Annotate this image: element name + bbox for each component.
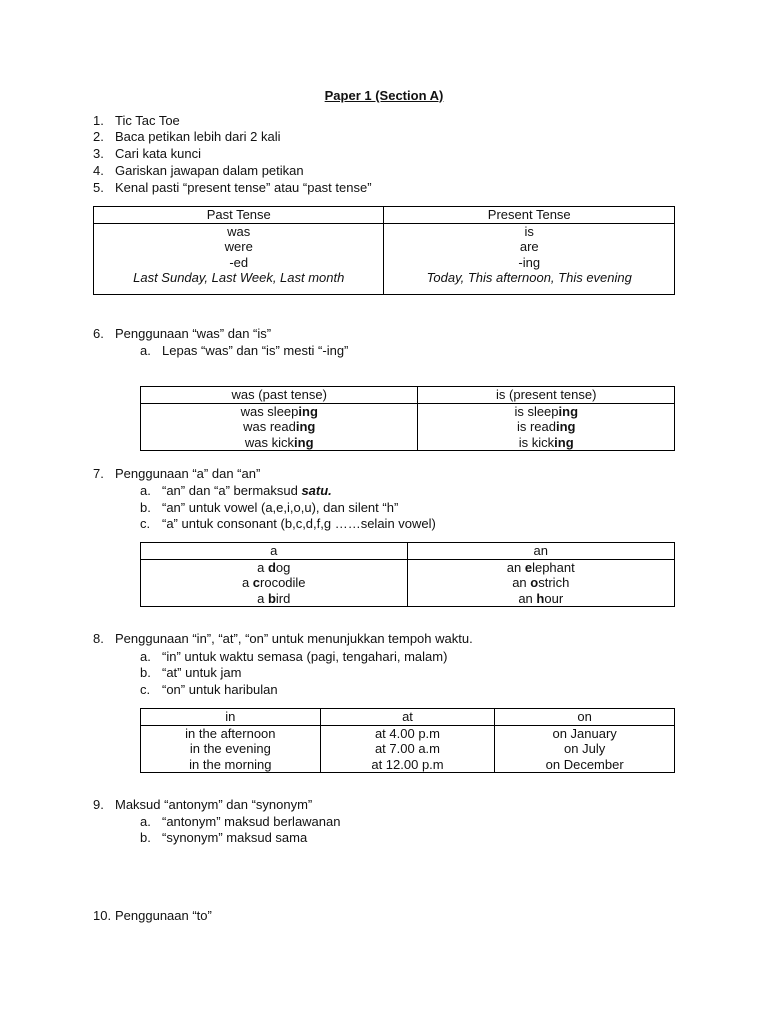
sub-label: a. — [140, 343, 151, 358]
sub-text: “a” untuk consonant (b,c,d,f,g ……selain vowel) — [162, 516, 436, 531]
sub-label: a. — [140, 483, 151, 498]
table-cell: were — [94, 239, 384, 255]
list-text: Gariskan jawapan dalam petikan — [115, 163, 304, 178]
table-header: in — [141, 709, 321, 726]
table-cell: Last Sunday, Last Week, Last month — [94, 270, 384, 295]
sub-text: “synonym” maksud sama — [162, 830, 308, 845]
table-cell: is — [384, 223, 675, 239]
table-cell: on December — [495, 757, 675, 773]
was-is-table — [140, 386, 675, 451]
list-text: Cari kata kunci — [115, 146, 201, 161]
table-cell: on January — [495, 725, 675, 741]
table-cell: at 4.00 p.m — [320, 725, 495, 741]
tense-table — [93, 206, 675, 295]
table-header: Present Tense — [384, 207, 675, 224]
list-text: Maksud “antonym” dan “synonym” — [115, 797, 313, 812]
list-text: Penggunaan “to” — [115, 908, 212, 923]
sub-text: “antonym” maksud berlawanan — [162, 814, 341, 829]
table-cell: in the morning — [141, 757, 321, 773]
a-an-table — [140, 542, 675, 607]
sub-label: a. — [140, 649, 151, 664]
sub-label: a. — [140, 814, 151, 829]
table-cell: was — [94, 223, 384, 239]
table-header: at — [320, 709, 495, 726]
table-header: an — [407, 543, 675, 560]
list-text: Penggunaan “in”, “at”, “on” untuk menunjukkan tempoh waktu. — [115, 631, 473, 646]
list-number: 9. — [93, 797, 104, 812]
table-cell: Today, This afternoon, This evening — [384, 270, 675, 295]
sub-label: b. — [140, 665, 151, 680]
list-number: 7. — [93, 466, 104, 481]
sub-label: b. — [140, 830, 151, 845]
sub-label: c. — [140, 682, 151, 697]
sub-text: Lepas “was” dan “is” mesti “-ing” — [162, 343, 349, 358]
table-cell: was reading — [141, 419, 418, 435]
table-cell: a crocodile — [141, 575, 408, 591]
table-cell: was kicking — [141, 435, 418, 451]
list-text: Tic Tac Toe — [115, 113, 180, 128]
in-at-on-table — [140, 708, 675, 773]
table-cell: at 7.00 a.m — [320, 741, 495, 757]
list-number: 2. — [93, 129, 104, 144]
sub-text: “in” untuk waktu semasa (pagi, tengahari, malam) — [162, 649, 448, 664]
sub-text: “an” untuk vowel (a,e,i,o,u), dan silent “h” — [162, 500, 399, 515]
list-text: Kenal pasti “present tense” atau “past tense” — [115, 180, 372, 195]
list-text: Penggunaan “was” dan “is” — [115, 326, 272, 341]
table-cell: a dog — [141, 559, 408, 575]
sub-label: c. — [140, 516, 151, 531]
list-number: 1. — [93, 113, 104, 128]
list-number: 3. — [93, 146, 104, 161]
table-cell: an ostrich — [407, 575, 675, 591]
table-cell: an elephant — [407, 559, 675, 575]
table-cell: in the evening — [141, 741, 321, 757]
page-title: Paper 1 (Section A) — [324, 88, 444, 103]
list-text: Penggunaan “a” dan “an” — [115, 466, 261, 481]
list-number: 4. — [93, 163, 104, 178]
list-number: 5. — [93, 180, 104, 195]
table-cell: -ed — [94, 255, 384, 271]
table-cell: was sleeping — [141, 403, 418, 419]
table-cell: -ing — [384, 255, 675, 271]
table-cell: in the afternoon — [141, 725, 321, 741]
table-cell: a bird — [141, 591, 408, 607]
list-number: 10. — [93, 908, 112, 923]
table-cell: is sleeping — [418, 403, 675, 419]
table-header: Past Tense — [94, 207, 384, 224]
table-header: is (present tense) — [418, 387, 675, 404]
table-cell: are — [384, 239, 675, 255]
sub-label: b. — [140, 500, 151, 515]
table-cell: on July — [495, 741, 675, 757]
list-number: 6. — [93, 326, 104, 341]
list-number: 8. — [93, 631, 104, 646]
table-cell: is reading — [418, 419, 675, 435]
sub-text: “at” untuk jam — [162, 665, 242, 680]
table-header: was (past tense) — [141, 387, 418, 404]
table-cell: at 12.00 p.m — [320, 757, 495, 773]
list-text: Baca petikan lebih dari 2 kali — [115, 129, 281, 144]
sub-text: “an” dan “a” bermaksud satu. — [162, 483, 332, 498]
table-header: a — [141, 543, 408, 560]
table-cell: is kicking — [418, 435, 675, 451]
table-header: on — [495, 709, 675, 726]
table-cell: an hour — [407, 591, 675, 607]
sub-text: “on” untuk haribulan — [162, 682, 278, 697]
